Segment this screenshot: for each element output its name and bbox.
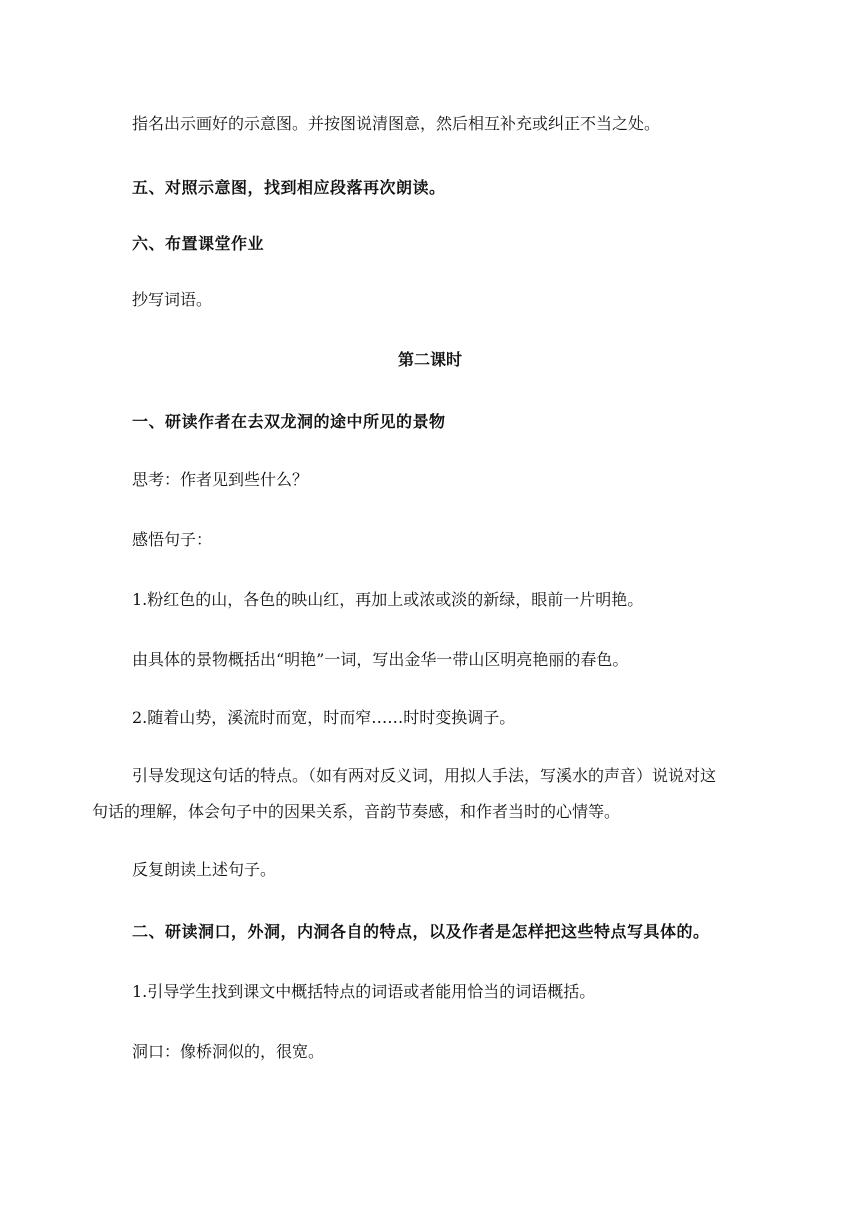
paragraph-copy-words: 抄写词语。 xyxy=(132,290,213,309)
heading-step-five: 五、对照示意图，找到相应段落再次朗读。 xyxy=(132,178,446,197)
heading-part-one: 一、研读作者在去双龙洞的途中所见的景物 xyxy=(132,412,446,431)
section-title-second-lesson: 第二课时 xyxy=(397,350,462,369)
paragraph-repeat-reading: 反复朗读上述句子。 xyxy=(132,860,277,879)
paragraph-diagram-instruction: 指名出示画好的示意图。并按图说清图意，然后相互补充或纠正不当之处。 xyxy=(132,114,661,133)
paragraph-feel-sentences: 感悟句子： xyxy=(132,530,213,549)
paragraph-guide-discovery-cont: 句话的理解，体会句子中的因果关系，音韵节奏感，和作者当时的心情等。 xyxy=(92,802,621,821)
heading-step-six: 六、布置课堂作业 xyxy=(132,234,265,253)
paragraph-cave-mouth: 洞口：像桥洞似的，很宽。 xyxy=(132,1042,325,1061)
paragraph-summary-mingyan: 由具体的景物概括出“明艳”一词，写出金华一带山区明亮艳丽的春色。 xyxy=(132,650,629,669)
heading-part-two: 二、研读洞口，外洞，内洞各自的特点，以及作者是怎样把这些特点写具体的。 xyxy=(132,922,710,941)
paragraph-sentence-two: 2.随着山势，溪流时而宽，时而窄……时时变换调子。 xyxy=(132,708,516,727)
paragraph-sentence-one: 1.粉红色的山，各色的映山红，再加上或浓或淡的新绿，眼前一片明艳。 xyxy=(132,590,644,609)
paragraph-guide-students: 1.引导学生找到课文中概括特点的词语或者能用恰当的词语概括。 xyxy=(132,982,596,1001)
paragraph-guide-discovery: 引导发现这句话的特点。（如有两对反义词，用拟人手法，写溪水的声音）说说对这 xyxy=(132,766,717,785)
paragraph-think: 思考：作者见到些什么？ xyxy=(132,470,309,489)
